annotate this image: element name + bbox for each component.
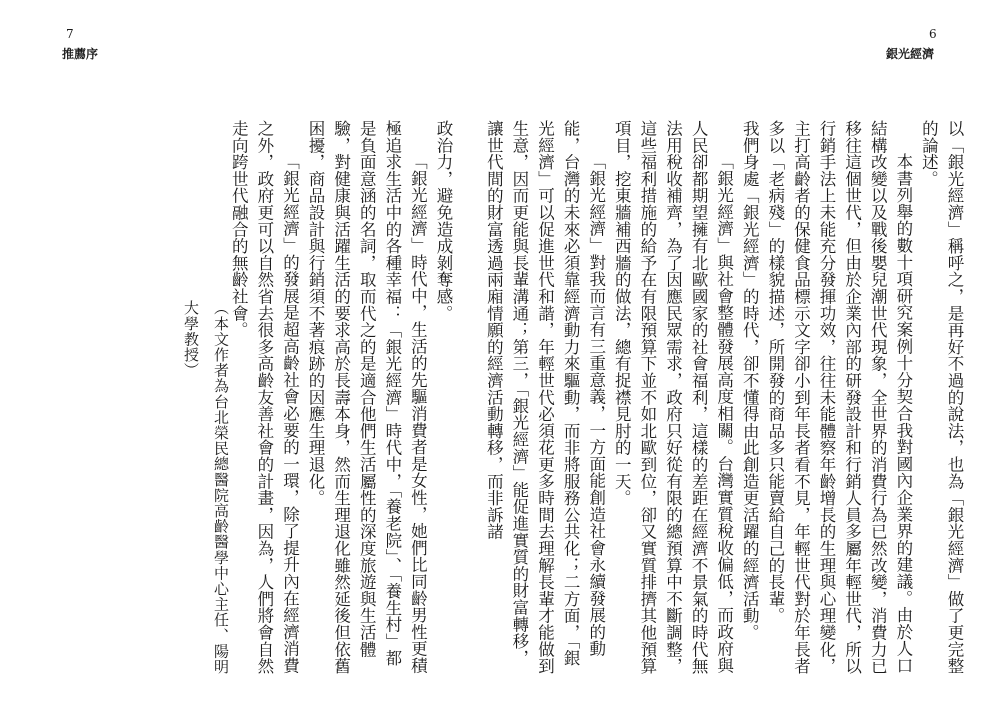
right-page-body	[484, 120, 967, 680]
author-credit: （本文作者為台北榮民總醫院高齡醫學中心主任、陽明大學教授）	[182, 300, 230, 675]
paragraph: 本書列舉的數十項研究案例十分契合我對國內企業界的建議。由於人口結構改變以及戰後嬰兒潮世代現象，全世界的消費行為已然改變，消費力已移往這個世代，但由於企業內部的研發設計和行銷人員多屬年輕世代，所以行銷手法上未能充分發揮功效，往往未能體察年齡增長的生理與心理變化，主打高齡者的保健食品標示文字卻小到年長者看不見，年輕世代對於年長者多以「老病殘」的樣貌描述，所開發的商品多只能賣給自己的長輩。	[765, 120, 913, 675]
right-page-number: 6	[929, 27, 937, 41]
right-running-head: 銀光經濟	[886, 47, 935, 61]
paragraph: 「銀光經濟」對我而言有三重意義，一方面能創造社會永續發展的動能，台灣的未來必須靠經濟動力來驅動，而非將服務公共化；二方面，「銀光經濟」可以促進世代和諧，年輕世代必須花更多時間去理解長輩才能做到生意，因而更能與長輩溝通；第三，「銀光經濟」能促進實質的財富轉移，讓世代間的財富透過兩廂情願的經濟活動轉移，而非訴諸	[484, 120, 606, 675]
paragraph: 政治力，避免造成剝奪感。	[434, 120, 453, 322]
left-page-body	[182, 120, 456, 680]
paragraph: 我們身處「銀光經濟」的時代，卻不懂得由此創造更活躍的經濟活動。	[740, 120, 760, 641]
left-page-number: 7	[66, 27, 74, 41]
paragraph: 「銀光經濟」時代中，生活的先驅消費者是女性，她們比同齡男性更積極追求生活中的各種幸福：「銀光經濟」時代中，「養老院」、「養生村」都是負面意涵的名詞，取而代之的是適合他們生活屬性的深度旅遊與生活體驗，對健康與活躍生活的要求高於長壽本身，然而生理退化雖然延後但依舊困擾，商品設計與行銷須不著痕跡的因應生理退化。	[306, 120, 428, 675]
left-running-head: 推薦序	[62, 47, 99, 61]
paragraph: 以「銀光經濟」稱呼之，是再好不過的說法，也為「銀光經濟」做了更完整的論述。	[919, 120, 964, 675]
paragraph: 「銀光經濟」的發展是超高齡社會必要的一環，除了提升內在經濟消費之外，政府更可以自然省去很多高齡友善社會的計畫，因為，人們將會自然走向跨世代融合的無齡社會。	[229, 120, 300, 675]
paragraph: 「銀光經濟」與社會整體發展高度相關。台灣實質稅收偏低，而政府與人民卻都期望擁有北歐國家的社會福利，這樣的差距在經濟不景氣的時代無法用稅收補齊，為了因應民眾需求，政府只好從有限的總預算中不斷調整，這些福利措施的給予在有限預算下並不如北歐到位，卻又實質排擠其他預算項目，挖東牆補西牆的做法，總有捉襟見肘的一天。	[612, 120, 734, 675]
